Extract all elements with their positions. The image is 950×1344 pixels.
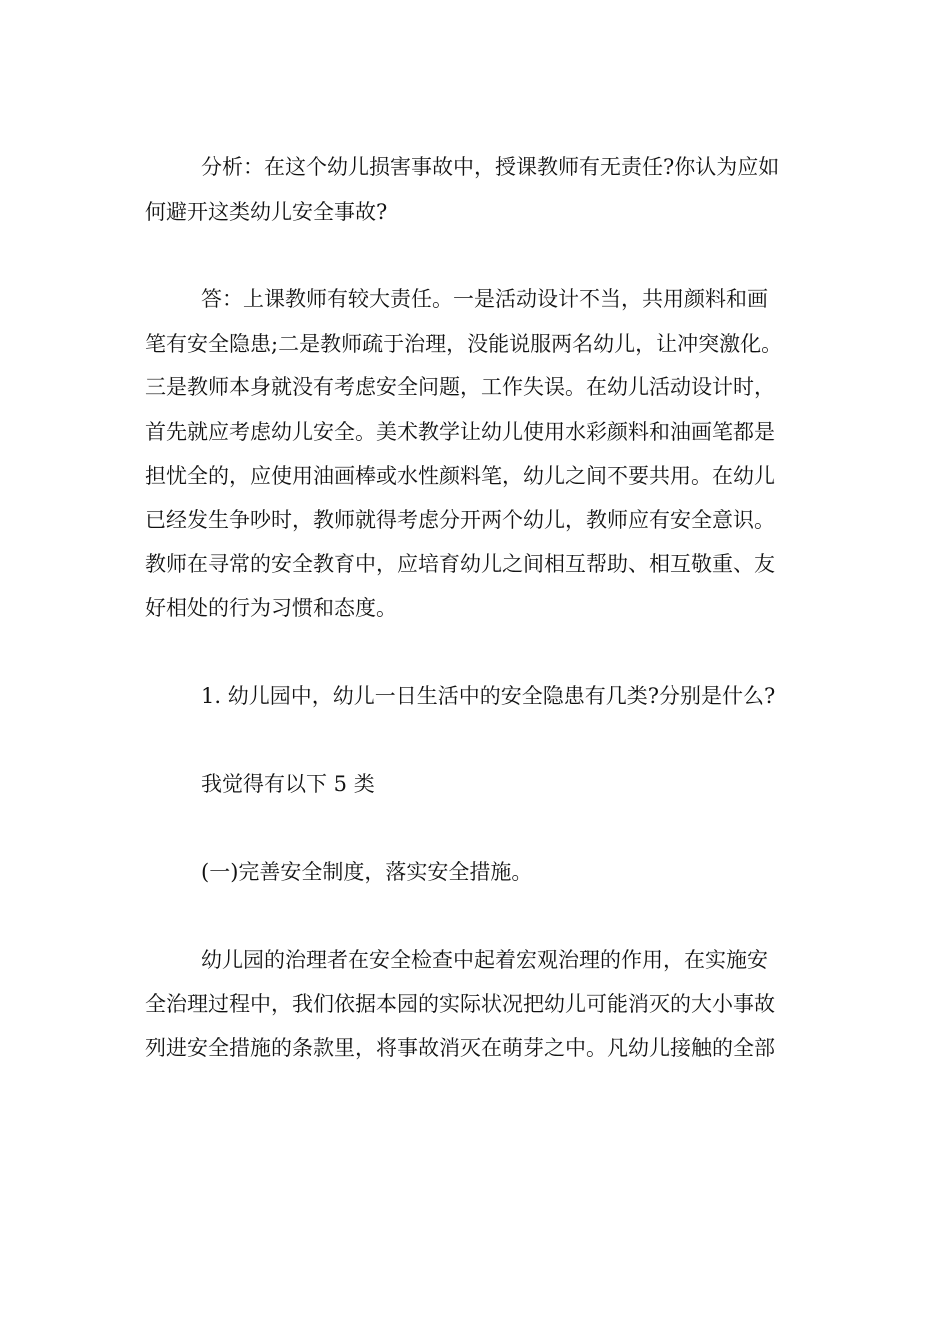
- analysis-line-1: 分析：在这个幼儿损害事故中，授课教师有无责任?你认为应如: [201, 155, 780, 179]
- answer-line-6: 已经发生争吵时，教师就得考虑分开两个幼儿，教师应有安全意识。: [145, 508, 775, 532]
- intro-line: 我觉得有以下 5 类: [201, 772, 375, 796]
- answer-line-5: 担忧全的，应使用油画棒或水性颜料笔，幼儿之间不要共用。在幼儿: [145, 464, 775, 488]
- section-1-line-1: 幼儿园的治理者在安全检查中起着宏观治理的作用，在实施安: [201, 948, 768, 972]
- answer-line-3: 三是教师本身就没有考虑安全问题，工作失误。在幼儿活动设计时，: [145, 375, 775, 399]
- section-1-line-2: 全治理过程中，我们依据本园的实际状况把幼儿可能消灭的大小事故: [145, 992, 775, 1016]
- answer-line-8: 好相处的行为习惯和态度。: [145, 596, 397, 620]
- section-1-line-3: 列进安全措施的条款里，将事故消灭在萌芽之中。凡幼儿接触的全部: [145, 1036, 775, 1060]
- answer-line-2: 笔有安全隐患;二是教师疏于治理，没能说服两名幼儿，让冲突激化。: [145, 332, 783, 356]
- analysis-line-2: 何避开这类幼儿安全事故?: [145, 200, 388, 224]
- answer-line-4: 首先就应考虑幼儿安全。美术教学让幼儿使用水彩颜料和油画笔都是: [145, 420, 775, 444]
- section-1-heading: (一)完善安全制度，落实安全措施。: [201, 860, 533, 884]
- answer-line-1: 答：上课教师有较大责任。一是活动设计不当，共用颜料和画: [201, 287, 768, 311]
- answer-line-7: 教师在寻常的安全教育中，应培育幼儿之间相互帮助、相互敬重、友: [145, 552, 775, 576]
- question-1: 1. 幼儿园中，幼儿一日生活中的安全隐患有几类?分别是什么?: [201, 684, 776, 708]
